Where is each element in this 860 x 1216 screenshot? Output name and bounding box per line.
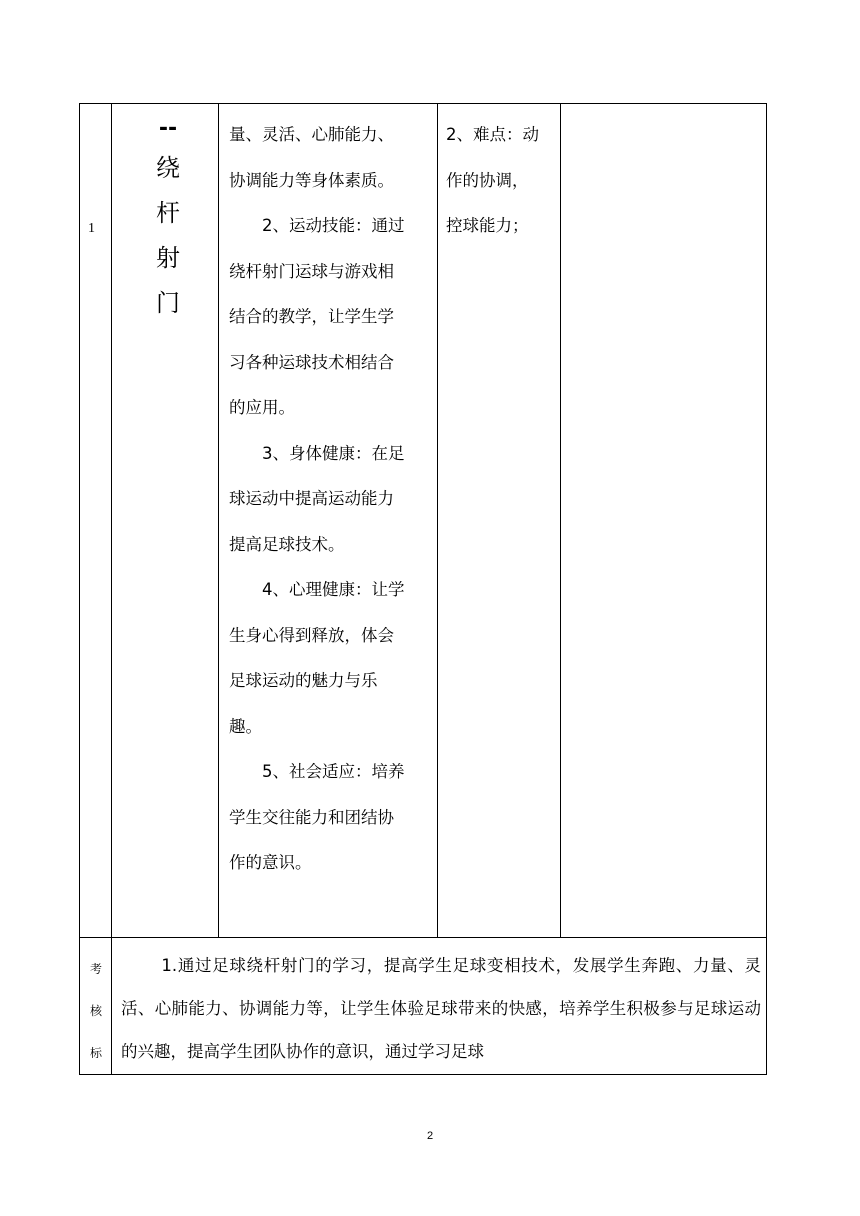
title-char: 门 [156,289,180,317]
objective-line: 足球运动的魅力与乐 [229,671,378,690]
assessment-label-char: 考 [89,962,102,976]
col-divider [218,103,219,937]
difficulty-line: 作的协调， [446,170,529,190]
objective-line: 3、身体健康：在足 [262,443,405,463]
assessment-text [121,944,761,1073]
objective-line: 生身心得到释放，体会 [229,625,394,645]
objective-line: 的应用。 [229,398,295,417]
objective-line: 作的意识。 [229,853,312,872]
assessment-label-char: 标 [89,1046,102,1060]
col-divider [437,103,438,937]
assessment-label [82,948,110,1074]
objective-line: 4、心理健康：让学 [262,580,405,599]
row-number: 1 [88,221,95,236]
title-dash: -- [158,116,178,141]
objective-line: 2、运动技能：通过 [262,216,405,235]
lesson-title [140,112,196,326]
objective-line: 协调能力等身体素质。 [229,170,394,190]
difficulty-line: 2、难点：动 [446,125,539,144]
difficulty-cell [446,112,556,249]
objective-line: 结合的教学，让学生学 [229,307,394,326]
page-number: 2 [426,1130,434,1142]
objective-line: 球运动中提高运动能力 [229,489,394,508]
row-divider [79,937,767,938]
col-divider [560,103,561,937]
objective-line: 5、社会适应：培养 [262,762,405,781]
assessment-paragraph: 1.通过足球绕杆射门的学习，提高学生足球变相技术，发展学生奔跑、力量、灵活、心肺能力、协调能力等，让学生体验足球带来的快感，培养学生积极参与足球运动的兴趣，提高学生团队协作的意识，通过学习足球 [121,956,761,1061]
objectives-cell [229,112,434,886]
col-divider [111,103,112,1075]
title-char: 绕 [156,154,180,182]
title-char: 杆 [156,199,180,227]
objective-line: 趣。 [229,716,262,736]
objective-line: 学生交往能力和团结协 [229,807,394,827]
objective-line: 量、灵活、心肺能力、 [229,125,394,144]
objective-line: 提高足球技术。 [229,534,345,554]
objective-line: 绕杆射门运球与游戏相 [229,261,394,281]
title-char: 射 [156,244,180,272]
assessment-label-char: 核 [89,1004,102,1018]
difficulty-line: 控球能力； [446,216,529,235]
objective-line: 习各种运球技术相结合 [229,352,394,372]
